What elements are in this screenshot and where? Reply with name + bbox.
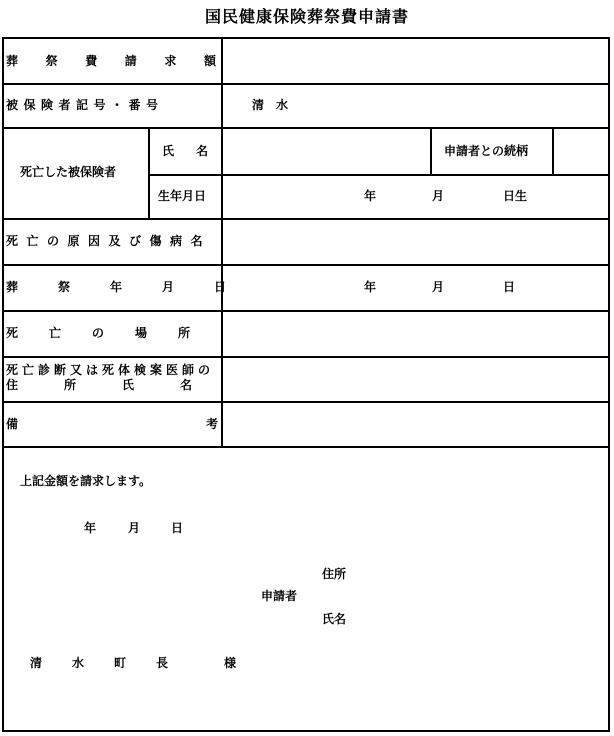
row-divider (2, 127, 610, 129)
birth-day-text: 日生 (503, 189, 528, 203)
row-divider (2, 310, 610, 312)
row-divider (2, 83, 610, 85)
label-char: 費 (85, 54, 98, 68)
funeral-month-text: 月 (432, 280, 445, 294)
applicant-label: 申請者 (261, 589, 298, 603)
place-of-death-label: 死亡の場所 (6, 326, 222, 340)
claim-amount-field[interactable] (226, 40, 608, 82)
funeral-date-label: 葬祭年月日 (6, 280, 267, 294)
claim-amount-text (6, 54, 216, 68)
relationship-divider-left (430, 127, 432, 175)
place-of-death-field[interactable] (226, 313, 608, 355)
row-divider (2, 401, 610, 403)
deceased-group-label: 死亡した被保険者 (20, 165, 117, 179)
doctor-label-line2: 住所氏名 (6, 378, 239, 392)
row-divider (148, 174, 610, 176)
remarks-field[interactable] (226, 404, 608, 445)
deceased-subdivider (148, 127, 150, 219)
cause-of-death-field[interactable] (226, 221, 608, 263)
row-divider (2, 264, 610, 266)
label-char: 請 (124, 54, 137, 68)
form-title: 国民健康保険葬祭費申請書 (204, 7, 409, 26)
claim-amount-label (6, 54, 216, 68)
row-divider (2, 218, 610, 220)
label-char: 額 (203, 54, 216, 68)
applicant-name-label: 氏名 (322, 612, 347, 626)
applicant-address-label: 住所 (322, 567, 347, 581)
doctor-label-line1: 死亡診断又は死体検案医師の (6, 363, 215, 377)
relationship-label: 申請者との続柄 (444, 144, 529, 158)
birth-year-text: 年 (364, 189, 377, 203)
cause-of-death-label: 死亡の原因及び傷病名 (6, 234, 212, 248)
declaration-month-text: 月 (128, 521, 141, 535)
doctor-field[interactable] (226, 359, 608, 400)
declaration-statement: 上記金額を請求します。 (20, 474, 152, 488)
birth-month-text: 月 (432, 189, 445, 203)
insured-number-value[interactable]: 清水 (252, 98, 301, 112)
declaration-year-text: 年 (84, 521, 97, 535)
name-label: 氏名 (162, 144, 231, 158)
birthdate-label: 生年月日 (158, 189, 207, 203)
label-char: 求 (164, 54, 177, 68)
label-char: 祭 (45, 54, 58, 68)
row-divider (2, 446, 610, 448)
declaration-day-text: 日 (171, 521, 184, 535)
remarks-label: 備考 (6, 417, 407, 431)
deceased-name-field[interactable] (226, 130, 426, 172)
relationship-divider-right (552, 127, 554, 175)
funeral-year-text: 年 (364, 280, 377, 294)
relationship-field[interactable] (556, 130, 608, 172)
funeral-day-text: 日 (503, 280, 516, 294)
addressee-text: 清水町長 (30, 656, 199, 670)
honorific-text: 様 (224, 656, 237, 670)
insured-number-label: 被保険者記号・番号 (6, 98, 164, 112)
row-divider (2, 356, 610, 358)
label-char: 葬 (6, 54, 19, 68)
